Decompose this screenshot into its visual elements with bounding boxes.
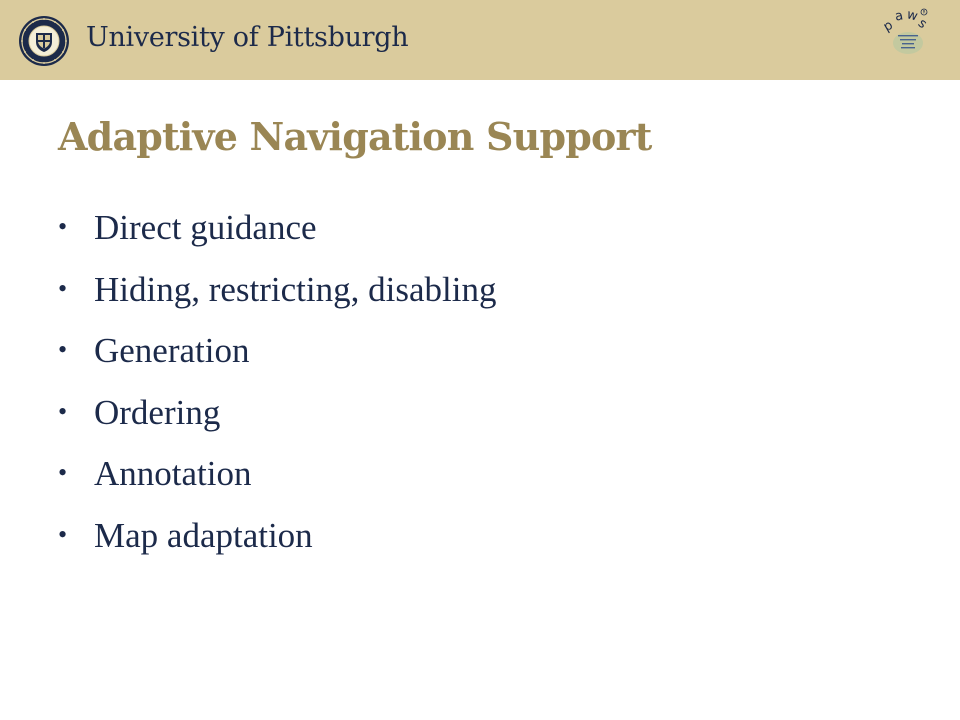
bullet-list — [58, 208, 496, 577]
bullet-icon: • — [58, 519, 68, 549]
bullet-text: Map adaptation — [94, 515, 313, 555]
bullet-item — [58, 208, 496, 270]
bullet-text: Direct guidance — [94, 208, 317, 247]
bullet-text: Ordering — [94, 392, 221, 432]
bullet-icon: • — [58, 212, 68, 241]
svg-text:a: a — [893, 8, 905, 25]
bullet-item — [58, 454, 496, 516]
university-name: University of Pittsburgh — [86, 22, 409, 53]
bullet-text: Annotation — [94, 454, 252, 493]
svg-text:p: p — [881, 17, 896, 35]
university-seal-icon — [18, 15, 70, 67]
bullet-icon: • — [58, 396, 68, 426]
header-band — [0, 0, 960, 80]
bullet-item — [58, 270, 496, 332]
bullet-item — [58, 393, 496, 455]
svg-text:s: s — [914, 16, 930, 32]
slide-title: Adaptive Navigation Support — [58, 114, 652, 159]
bullet-text: Generation — [94, 331, 250, 370]
bullet-item — [58, 516, 496, 578]
bullet-text: Hiding, restricting, disabling — [94, 269, 497, 309]
paws-logo-icon — [878, 6, 934, 56]
svg-text:w: w — [905, 7, 920, 25]
bullet-icon: • — [58, 335, 68, 364]
svg-text:R: R — [922, 9, 926, 15]
bullet-icon: • — [58, 458, 68, 487]
bullet-item — [58, 331, 496, 393]
bullet-icon: • — [58, 273, 68, 303]
